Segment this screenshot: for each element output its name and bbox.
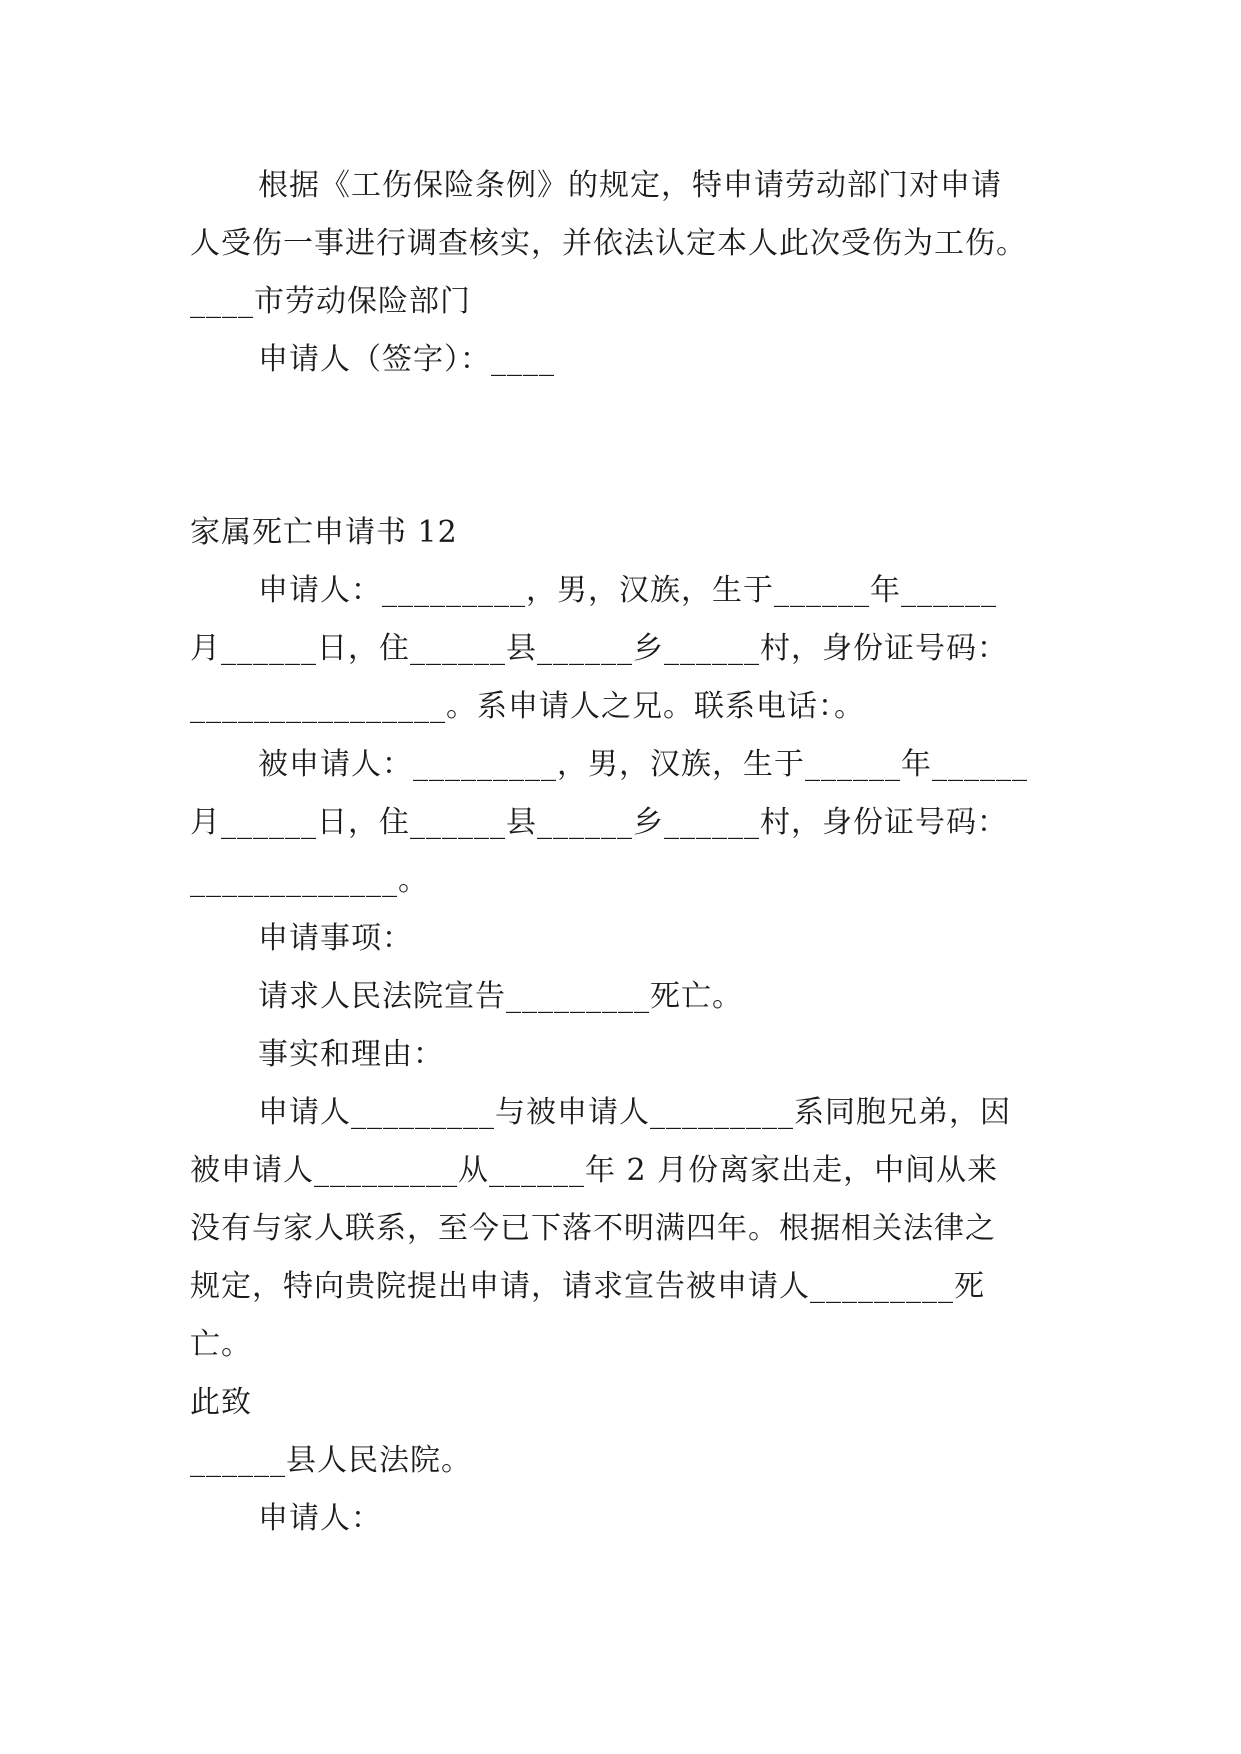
request-line: 请求人民法院宣告_________死亡。 xyxy=(258,979,743,1014)
respondent-line: 月______日，住______县______乡______村，身份证号码： xyxy=(190,805,1008,840)
facts-line: 没有与家人联系，至今已下落不明满四年。根据相关法律之 xyxy=(190,1211,996,1246)
closing-line: 此致 xyxy=(190,1385,252,1420)
applicant-line: 申请人：_________，男，汉族，生于______年______ xyxy=(258,573,997,608)
signature-line: 申请人： xyxy=(258,1501,382,1536)
applicant-line: ________________。系申请人之兄。联系电话：。 xyxy=(190,689,865,724)
section-title: 家属死亡申请书 12 xyxy=(190,515,458,550)
respondent-line: 被申请人：_________，男，汉族，生于______年______ xyxy=(258,747,1028,782)
facts-line: 亡。 xyxy=(190,1327,252,1362)
recipient-line: ____市劳动保险部门 xyxy=(190,284,471,319)
heading-line: 申请事项： xyxy=(258,921,413,956)
applicant-line: 月______日，住______县______乡______村，身份证号码： xyxy=(190,631,1008,666)
signature-line: 申请人（签字）：____ xyxy=(258,342,555,377)
facts-line: 被申请人_________从______年 2 月份离家出走，中间从来 xyxy=(190,1153,999,1188)
paragraph-line: 人受伤一事进行调查核实，并依法认定本人此次受伤为工伤。 xyxy=(190,226,1027,261)
respondent-line: _____________。 xyxy=(190,863,429,898)
paragraph-line: 根据《工伤保险条例》的规定，特申请劳动部门对申请 xyxy=(258,168,1002,203)
facts-line: 申请人_________与被申请人_________系同胞兄弟，因 xyxy=(258,1095,1011,1130)
facts-line: 规定，特向贵院提出申请，请求宣告被申请人_________死 xyxy=(190,1269,985,1304)
heading-line: 事实和理由： xyxy=(258,1037,444,1072)
court-line: ______县人民法院。 xyxy=(190,1443,472,1478)
